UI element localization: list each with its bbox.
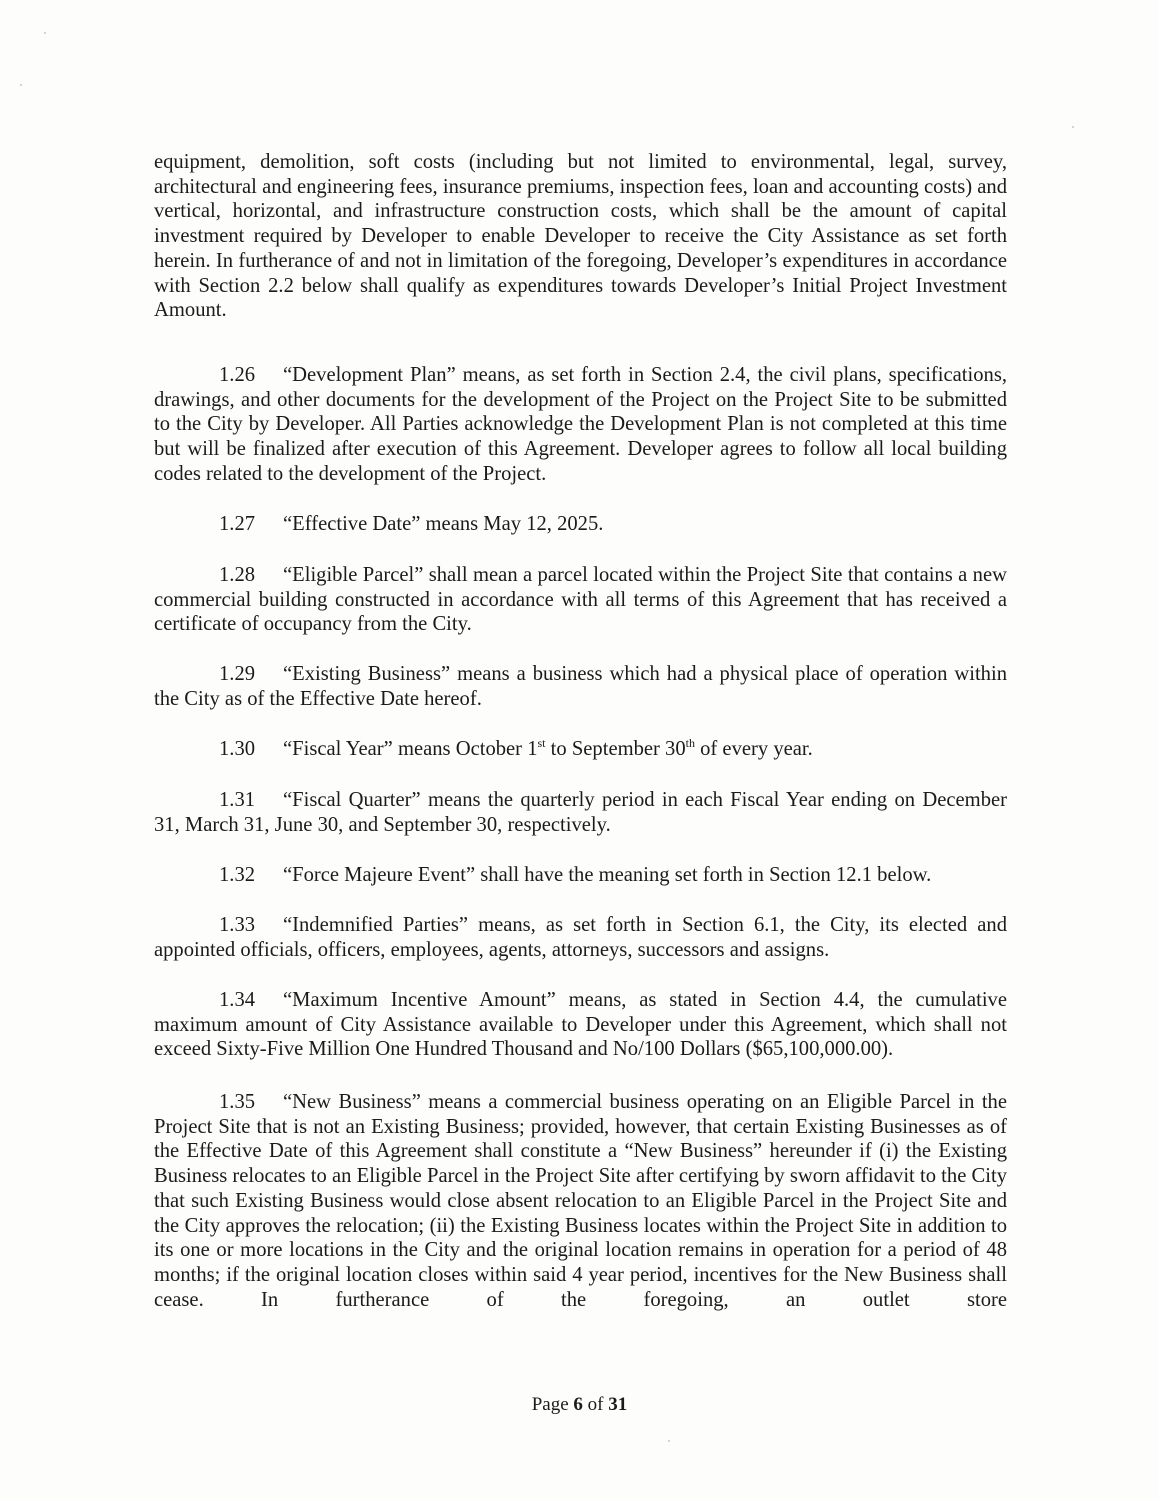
section-number: 1.29 bbox=[219, 663, 256, 685]
section-text: “Fiscal Quarter” means the quarterly period in each Fiscal Year ending on December 31, March 31, June 30, and September 30, respectively. bbox=[154, 789, 1007, 836]
section-1-30 bbox=[154, 737, 1007, 762]
section-text: “Eligible Parcel” shall mean a parcel located within the Project Site that contains a new commercial building constructed in accordance with all terms of this Agreement that has received a certificate of occupancy from the City. bbox=[154, 564, 1007, 636]
section-text: “Development Plan” means, as set forth in Section 2.4, the civil plans, specifications, drawings, and other documents for the development of the Project on the Project Site to be submitted to the City by Developer. All Parties acknowledge the Development Plan is not completed at this time but will be finalized after execution of this Agreement. Developer agrees to follow all local building codes related to the development of the Project. bbox=[154, 364, 1007, 485]
section-1-34 bbox=[154, 988, 1007, 1062]
of-word: of bbox=[587, 1394, 604, 1415]
section-text: to September 30 bbox=[545, 738, 686, 760]
section-number: 1.35 bbox=[219, 1091, 256, 1113]
section-1-31 bbox=[154, 788, 1007, 837]
section-number: 1.34 bbox=[219, 989, 256, 1011]
scan-speck bbox=[44, 32, 46, 34]
continuation-paragraph: equipment, demolition, soft costs (including but not limited to environmental, legal, survey, architectural and engineering fees, insurance premiums, inspection fees, loan and accounting costs) and vertical, horizontal, and infrastructure construction costs, which shall be the amount of capital investment required by Developer to enable Developer to receive the City Assistance as set forth herein. In furtherance of and not in limitation of the foregoing, Developer’s expenditures in accordance with Section 2.2 below shall qualify as expenditures towards Developer’s Initial Project Investment Amount. bbox=[154, 151, 1007, 322]
section-1-28 bbox=[154, 563, 1007, 637]
page-number: 6 bbox=[573, 1394, 583, 1415]
section-text: “Force Majeure Event” shall have the meaning set forth in Section 12.1 below. bbox=[283, 864, 932, 886]
section-1-29 bbox=[154, 662, 1007, 711]
page-footer bbox=[0, 1394, 1159, 1416]
ordinal-suffix: st bbox=[537, 736, 546, 750]
page-total: 31 bbox=[608, 1394, 628, 1415]
page-word: Page bbox=[531, 1394, 569, 1415]
section-1-26 bbox=[154, 363, 1007, 487]
section-number: 1.28 bbox=[219, 564, 256, 586]
scan-speck bbox=[1072, 126, 1074, 128]
section-1-32 bbox=[154, 863, 1007, 888]
section-number: 1.33 bbox=[219, 914, 256, 936]
scan-speck bbox=[20, 84, 22, 86]
section-number: 1.30 bbox=[219, 738, 256, 760]
section-number: 1.26 bbox=[219, 364, 256, 386]
section-text: “Effective Date” means May 12, 2025. bbox=[283, 513, 604, 535]
section-1-35 bbox=[154, 1090, 1007, 1312]
section-text: “Fiscal Year” means October 1 bbox=[283, 738, 538, 760]
section-number: 1.31 bbox=[219, 789, 256, 811]
section-1-33 bbox=[154, 913, 1007, 962]
section-number: 1.27 bbox=[219, 513, 256, 535]
ordinal-suffix: th bbox=[685, 736, 695, 750]
scan-speck bbox=[668, 1440, 670, 1442]
section-text: “Maximum Incentive Amount” means, as stated in Section 4.4, the cumulative maximum amount of City Assistance available to Developer under this Agreement, which shall not exceed Sixty-Five Million One Hundred Thousand and No/100 Dollars ($65,100,000.00). bbox=[154, 989, 1007, 1061]
section-text: “New Business” means a commercial business operating on an Eligible Parcel in the Project Site that is not an Existing Business; provided, however, that certain Existing Businesses as of the Effective Date of this Agreement shall constitute a “New Business” hereunder if (i) the Existing Business relocates to an Eligible Parcel in the Project Site after certifying by sworn affidavit to the City that such Existing Business would close absent relocation to an Eligible Parcel in the Project Site and the City approves the relocation; (ii) the Existing Business locates within the Project Site in addition to its one or more locations in the City and the original location remains in operation for a period of 48 months; if the original location closes within said 4 year period, incentives for the New Business shall cease. In furtherance of the foregoing, an outlet store bbox=[154, 1091, 1007, 1311]
section-text: “Existing Business” means a business which had a physical place of operation within the City as of the Effective Date hereof. bbox=[154, 663, 1007, 710]
section-text: of every year. bbox=[694, 738, 813, 760]
section-number: 1.32 bbox=[219, 864, 256, 886]
section-1-27 bbox=[154, 512, 1007, 537]
section-text: “Indemnified Parties” means, as set forth in Section 6.1, the City, its elected and appointed officials, officers, employees, agents, attorneys, successors and assigns. bbox=[154, 914, 1007, 961]
